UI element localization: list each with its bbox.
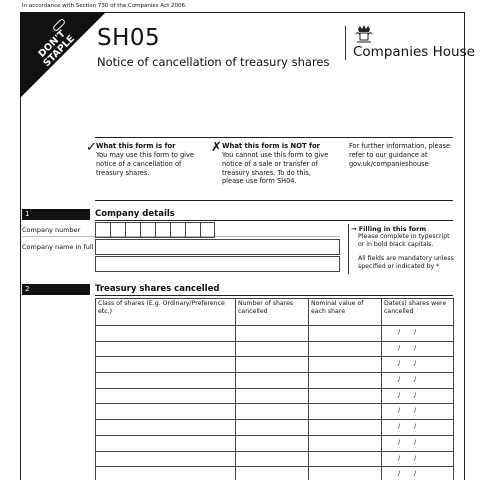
form-title: Notice of cancellation of treasury shares (97, 55, 330, 69)
company-number-box[interactable] (200, 222, 215, 238)
number-cancelled-cell[interactable] (236, 420, 309, 436)
cross-icon: ✗ (211, 140, 222, 155)
date-separator: / (398, 375, 401, 384)
section-2-title: Treasury shares cancelled (95, 284, 220, 294)
company-number-box[interactable] (110, 222, 125, 238)
company-number-box[interactable] (155, 222, 170, 238)
class-of-shares-cell[interactable] (96, 467, 236, 480)
not-for-title: What this form is NOT for (222, 142, 320, 150)
class-of-shares-cell[interactable] (96, 326, 236, 342)
table-row (96, 404, 454, 420)
col-date-header: Date(s) shares were cancelled (382, 299, 454, 326)
table-header-row (96, 299, 454, 326)
date-separator: / (398, 453, 401, 462)
royal-crest-icon (354, 25, 374, 43)
date-cancelled-cell[interactable] (382, 341, 454, 357)
col-number-header: Number of shares cancelled (236, 299, 309, 326)
form-code: SH05 (97, 25, 161, 51)
note-title-text: Filling in this form (358, 225, 427, 233)
company-number-box[interactable] (185, 222, 200, 238)
table-row (96, 357, 454, 373)
date-separator: / (414, 422, 417, 431)
company-number-box[interactable] (125, 222, 140, 238)
date-separator: / (414, 453, 417, 462)
class-of-shares-cell[interactable] (96, 435, 236, 451)
table-row (96, 388, 454, 404)
date-separator: / (414, 343, 417, 352)
table-row (96, 341, 454, 357)
nominal-value-cell[interactable] (309, 373, 382, 389)
nominal-value-cell[interactable] (309, 420, 382, 436)
date-cancelled-cell[interactable] (382, 404, 454, 420)
info-bottom-rule (95, 200, 453, 201)
dont-staple-banner (20, 12, 106, 98)
company-number-field[interactable] (95, 222, 215, 238)
company-number-label: Company number (22, 226, 81, 234)
date-cancelled-cell[interactable] (382, 357, 454, 373)
col-class-header: Class of shares (E.g. Ordinary/Preference etc.) (96, 299, 236, 326)
number-cancelled-cell[interactable] (236, 451, 309, 467)
date-cancelled-cell[interactable] (382, 467, 454, 480)
treasury-shares-table (95, 298, 454, 480)
section-2-number: 2 (22, 284, 90, 295)
date-cancelled-cell[interactable] (382, 373, 454, 389)
class-of-shares-cell[interactable] (96, 357, 236, 373)
number-cancelled-cell[interactable] (236, 404, 309, 420)
date-separator: / (398, 469, 401, 478)
date-cancelled-cell[interactable] (382, 388, 454, 404)
section-2-rule (95, 295, 453, 296)
table-row (96, 326, 454, 342)
class-of-shares-cell[interactable] (96, 404, 236, 420)
companies-house-logotype: Companies House (353, 44, 475, 60)
section-1-number: 1 (22, 209, 90, 220)
date-separator: / (398, 343, 401, 352)
date-cancelled-cell[interactable] (382, 435, 454, 451)
date-separator: / (398, 437, 401, 446)
class-of-shares-cell[interactable] (96, 388, 236, 404)
note-divider (348, 224, 349, 274)
date-separator: / (414, 359, 417, 368)
is-for-body: You may use this form to give notice of a cancellation of treasury shares. (96, 151, 194, 177)
date-separator: / (398, 359, 401, 368)
table-row (96, 420, 454, 436)
date-separator: / (398, 328, 401, 336)
info-top-rule (95, 137, 453, 138)
date-separator: / (414, 328, 417, 336)
date-cancelled-cell[interactable] (382, 420, 454, 436)
date-cancelled-cell[interactable] (382, 451, 454, 467)
number-cancelled-cell[interactable] (236, 435, 309, 451)
table-row (96, 451, 454, 467)
date-separator: / (398, 406, 401, 415)
class-of-shares-cell[interactable] (96, 373, 236, 389)
nominal-value-cell[interactable] (309, 326, 382, 342)
number-cancelled-cell[interactable] (236, 467, 309, 480)
table-row (96, 467, 454, 480)
company-number-box[interactable] (140, 222, 155, 238)
company-name-field-line2[interactable] (95, 256, 340, 272)
company-name-label: Company name in full (22, 243, 94, 251)
date-separator: / (414, 437, 417, 446)
col-nominal-header: Nominal value of each share (309, 299, 382, 326)
dont-staple-text: DON'T STAPLE (36, 28, 78, 70)
note-mandatory: All fields are mandatory unless specified or indicated by * (358, 255, 454, 270)
number-cancelled-cell[interactable] (236, 357, 309, 373)
table-row (96, 435, 454, 451)
number-cancelled-cell[interactable] (236, 388, 309, 404)
date-separator: / (398, 422, 401, 431)
date-separator: / (414, 375, 417, 384)
logo-divider (345, 26, 346, 60)
further-info: For further information, please refer to our guidance at gov.uk/companieshouse (349, 142, 451, 168)
note-body: Please complete in typescript or in bold black capitals. (358, 233, 450, 248)
not-for-body: You cannot use this form to give notice of a sale or transfer of treasury shares. To do this, please use form SH04. (222, 151, 329, 186)
nominal-value-cell[interactable] (309, 451, 382, 467)
date-cancelled-cell[interactable] (382, 326, 454, 342)
nominal-value-cell[interactable] (309, 357, 382, 373)
nominal-value-cell[interactable] (309, 435, 382, 451)
number-cancelled-cell[interactable] (236, 326, 309, 342)
section-1-rule (95, 220, 453, 221)
date-separator: / (414, 390, 417, 399)
nominal-value-cell[interactable] (309, 467, 382, 480)
number-cancelled-cell[interactable] (236, 341, 309, 357)
company-name-field-line1[interactable] (95, 239, 340, 255)
is-for-title: What this form is for (96, 142, 176, 150)
nominal-value-cell[interactable] (309, 388, 382, 404)
company-number-box[interactable] (95, 222, 110, 238)
number-cancelled-cell[interactable] (236, 373, 309, 389)
company-number-box[interactable] (170, 222, 185, 238)
class-of-shares-cell[interactable] (96, 420, 236, 436)
nominal-value-cell[interactable] (309, 341, 382, 357)
legal-notice: In accordance with Section 730 of the Companies Act 2006. (22, 3, 187, 9)
section-1-title: Company details (95, 209, 175, 219)
class-of-shares-cell[interactable] (96, 451, 236, 467)
table-row (96, 373, 454, 389)
nominal-value-cell[interactable] (309, 404, 382, 420)
tick-icon: ✓ (86, 140, 97, 155)
note-title: → Filling in this form (351, 225, 427, 233)
date-separator: / (414, 406, 417, 415)
date-separator: / (398, 390, 401, 399)
class-of-shares-cell[interactable] (96, 341, 236, 357)
date-separator: / (414, 469, 417, 478)
